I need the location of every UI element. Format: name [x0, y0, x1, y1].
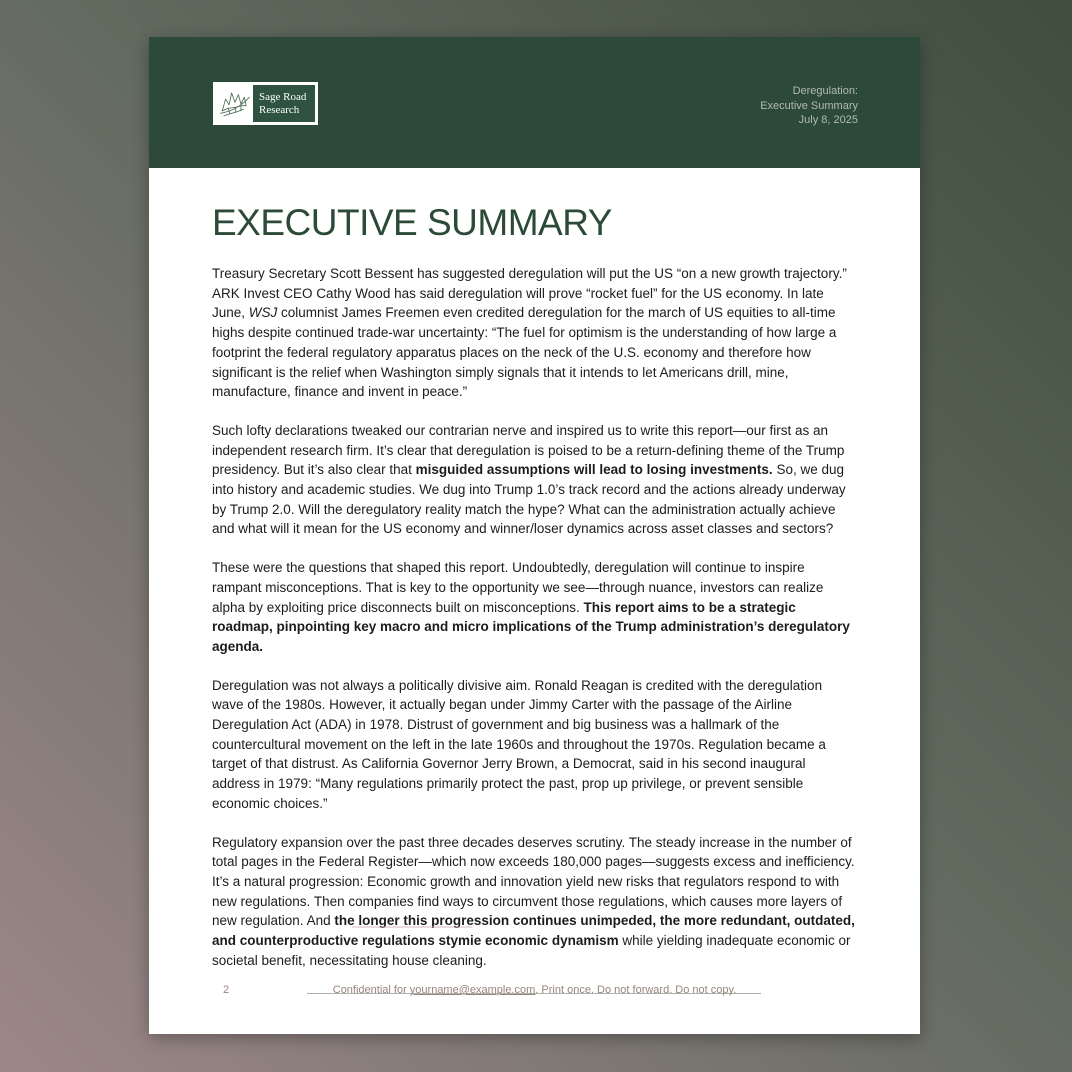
paragraph: Such lofty declarations tweaked our contrarian nerve and inspired us to write this report—our first as an independent research firm. It’s clear that deregulation is poised to be a return-defining theme of the Trump presidency. But it’s also clear that misguided assumptions will lead to losing investments. So, we dug into history and academic studies. We dug into Trump 1.0’s track record and the actions already underway by Trump 2.0. Will the deregulatory reality match the hype? What can the administration actually achieve and what will it mean for the US economy and winner/loser dynamics across asset classes and sectors?	[212, 422, 846, 537]
header-meta	[760, 84, 858, 128]
page-title: EXECUTIVE SUMMARY	[212, 202, 612, 243]
paragraph: Regulatory expansion over the past three decades deserves scrutiny. The steady increase in the number of total pages in the Federal Register—which now exceeds 180,000 pages—suggests excess and inefficiency. It’s a natural progression: Economic growth and innovation yield new risks that regulators respond to with new regulations. Then companies find ways to circumvent those regulations, which causes more layers of new regulation. And the longer this progression continues unimpeded, the more redundant, outdated, and counterproductive regulations stymie economic dynamism while yielding inadequate economic or societal benefit, necessitating house cleaning.	[212, 834, 855, 968]
document-body	[149, 202, 920, 994]
confidential-prefix: Confidential for	[332, 984, 410, 996]
header-meta-line-1: Deregulation:	[792, 85, 858, 97]
sage-road-logo	[213, 82, 318, 125]
header-meta-line-2: Executive Summary	[760, 99, 858, 112]
paragraph: These were the questions that shaped this report. Undoubtedly, deregulation will continue to inspire rampant misconceptions. That is key to the opportunity we see—through nuance, investors can realize alpha by exploiting price disconnects built on misconceptions. This report aims to be a strategic roadmap, pinpointing key macro and micro implications of the Trump administration’s deregulatory agenda.	[212, 560, 850, 654]
paragraph: Deregulation was not always a politically divisive aim. Ronald Reagan is credited with the deregulation wave of the 1980s. However, it actually began under Jimmy Carter with the passage of the Airline Deregulation Act (ADA) in 1978. Distrust of government and big business was a hallmark of the countercultural movement on the left in the late 1960s and throughout the 1970s. Regulation became a target of that distrust. As California Governor Jerry Brown, a Democrat, said in his second inaugural address in 1979: “Many regulations primarily protect the past, prop up privilege, or prevent sensible economic choices.”	[212, 677, 826, 811]
page-number: 2	[223, 984, 230, 996]
confidential-suffix: . Print once. Do not forward. Do not copy.	[535, 984, 737, 996]
email-link[interactable]: yourname@example.com	[409, 984, 536, 996]
logo-wordmark	[253, 85, 315, 122]
faint-artifact-line	[352, 926, 472, 928]
paragraphs-container	[212, 264, 855, 971]
document-page	[149, 37, 920, 1034]
leaf-icon	[216, 85, 253, 122]
paragraph: Treasury Secretary Scott Bessent has suggested deregulation will put the US “on a new growth trajectory.” ARK Invest CEO Cathy Wood has said deregulation will prove “rocket fuel” for the US economy. In late June, WSJ columnist James Freemen even credited deregulation for the march of US equities to all-time highs despite continued trade-war uncertainty: “The fuel for optimism is the understanding of how large a footprint the federal regulatory apparatus places on the neck of the U.S. economy and therefore how significant is the relief when Washington simply signals that it intends to let Americans drill, mine, manufacture, finance and invent in peace.”	[212, 266, 847, 400]
logo-name-line2: Research	[259, 104, 300, 117]
header-meta-line-3: July 8, 2025	[798, 114, 858, 126]
logo-name-line1: Sage Road	[259, 91, 307, 103]
page-footer	[149, 984, 920, 996]
page-header-band	[149, 37, 920, 168]
confidentiality-notice	[149, 984, 920, 996]
